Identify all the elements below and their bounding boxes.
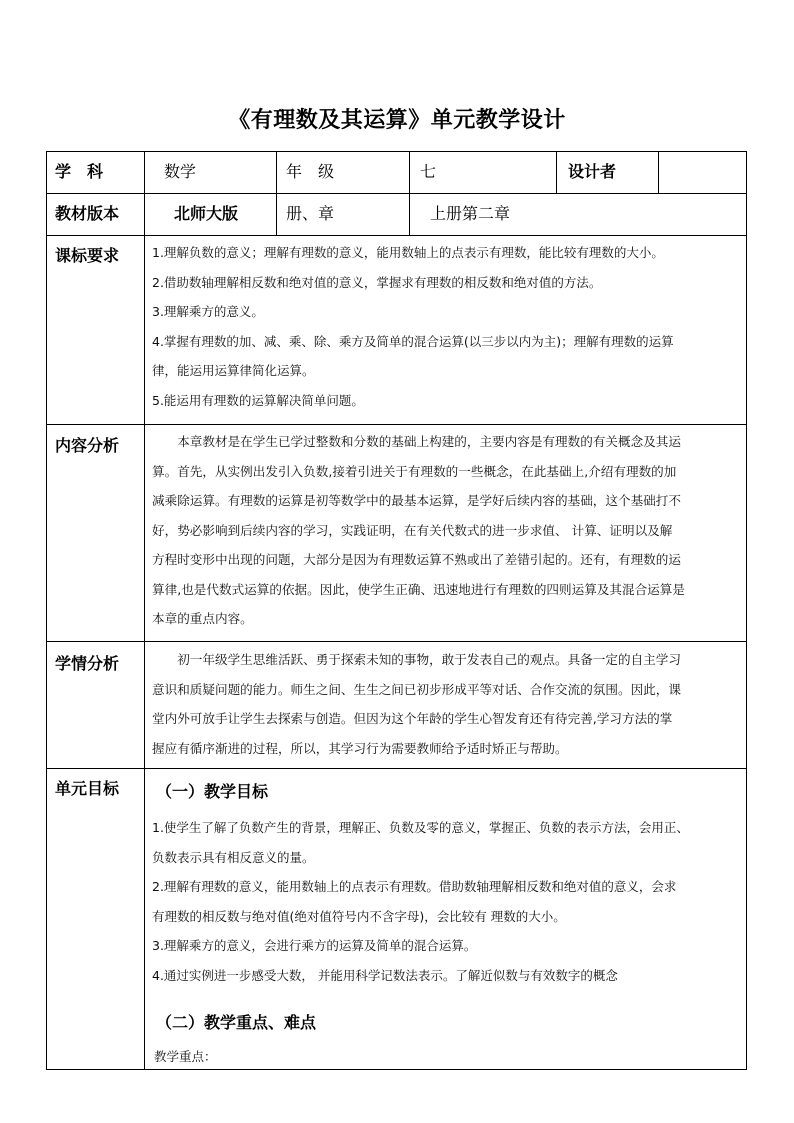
curriculum-item: 4.掌握有理数的加、减、乘、除、乘方及简单的混合运算(以三步以内为主)；理解有理数的运算 (152, 333, 674, 349)
paragraph-line: 本章教材是在学生已学过整数和分数的基础上构建的，主要内容是有理数的有关概念及其运 (152, 434, 681, 449)
table-border-bottom (46, 1069, 747, 1070)
paragraph-line: 减乘除运算。有理数的运算是初等数学中的最基本运算，是学好后续内容的基础，这个基础打不 (152, 493, 681, 508)
key-points-label: 教学重点： (154, 1049, 217, 1064)
curriculum-item: 2.借助数轴理解相反数和绝对值的意义，掌握求有理数的相反数和绝对值的方法。 (152, 274, 602, 290)
unit-goals-label: 单元目标 (55, 779, 120, 798)
subject-value: 数学 (164, 162, 197, 181)
column-divider (409, 151, 410, 235)
edition-value: 北师大版 (174, 204, 239, 223)
paragraph-line: 握应有循序渐进的过程，所以，其学习行为需要教师给予适时矫正与帮助。 (152, 740, 568, 756)
paragraph-line: 方程时变形中出现的问题，大部分是因为有理数运算不熟或出了差错引起的。还有，有理数的运 (152, 552, 681, 567)
subject-label: 学 科 (55, 162, 104, 181)
row-divider (46, 424, 747, 425)
designer-label: 设计者 (568, 162, 617, 181)
curriculum-requirements (152, 238, 742, 415)
learner-analysis-label: 学情分析 (55, 654, 120, 673)
label-column-divider (144, 151, 145, 1070)
column-divider (276, 151, 277, 235)
volume-label: 册、章 (286, 204, 335, 223)
teaching-goals-heading: （一）教学目标 (156, 782, 269, 801)
row-divider (46, 193, 747, 194)
edition-label: 教材版本 (55, 204, 120, 223)
teaching-goals-list (152, 813, 744, 990)
curriculum-item: 5.能运用有理数的运算解决简单问题。 (152, 392, 364, 408)
content-analysis-text (152, 427, 744, 634)
grade-value: 七 (420, 162, 437, 181)
goal-line: 4.通过实例进一步感受大数， 并能用科学记数法表示。了解近似数与有效数字的概念 (152, 967, 618, 983)
row-divider (46, 641, 747, 642)
volume-value: 上册第二章 (430, 204, 511, 223)
paragraph-line: 算。首先，从实例出发引入负数,接着引进关于有理数的一些概念，在此基础上,介绍有理数的加 (152, 463, 677, 479)
table-border-left (46, 151, 47, 1070)
column-divider (658, 151, 659, 193)
content-analysis-label: 内容分析 (55, 436, 120, 455)
row-divider (46, 768, 747, 769)
design-table (46, 151, 747, 1070)
goal-line: 1.使学生了解了负数产生的背景，理解正、负数及零的意义，掌握正、负数的表示方法，会用正、 (152, 820, 689, 835)
grade-label: 年 级 (286, 162, 335, 181)
table-border-top (46, 151, 747, 152)
paragraph-line: 堂内外可放手让学生去探索与创造。但因为这个年龄的学生心智发育还有待完善,学习方法的掌 (152, 711, 673, 726)
row-divider (46, 235, 747, 236)
goal-line: 2.理解有理数的意义，能用数轴上的点表示有理数。借助数轴理解相反数和绝对值的意义，会求 (152, 879, 677, 894)
paragraph-line: 算律,也是代数式运算的依据。因此，使学生正确、迅速地进行有理数的四则运算及其混合运算是 (152, 581, 685, 597)
key-difficult-points-heading: （二）教学重点、难点 (156, 1013, 317, 1032)
curriculum-item: 1.理解负数的意义；理解有理数的意义，能用数轴上的点表示有理数，能比较有理数的大小。 (152, 245, 664, 260)
curriculum-item: 律，能运用运算律简化运算。 (152, 363, 315, 378)
goal-line: 有理数的相反数与绝对值(绝对值符号内不含字母)，会比较有 理数的大小。 (152, 908, 566, 924)
paragraph-line: 初一年级学生思维活跃、勇于探索未知的事物，敢于发表自己的观点。具备一定的自主学习 (152, 652, 681, 667)
table-border-right (746, 151, 747, 1070)
paragraph-line: 意识和质疑问题的能力。师生之间、生生之间已初步形成平等对话、合作交流的氛围。因此，课 (152, 681, 681, 697)
paragraph-line: 好，势必影响到后续内容的学习，实践证明，在有关代数式的进一步求值、 计算、证明以及解 (152, 522, 673, 538)
document-title: 《有理数及其运算》单元教学设计 (228, 107, 566, 133)
curriculum-label: 课标要求 (55, 246, 120, 265)
paragraph-line: 本章的重点内容。 (152, 611, 253, 626)
learner-analysis-text (152, 645, 744, 763)
goal-line: 负数表示具有相反意义的量。 (152, 849, 315, 865)
goal-line: 3.理解乘方的意义，会进行乘方的运算及简单的混合运算。 (152, 938, 477, 953)
column-divider (556, 151, 557, 193)
curriculum-item: 3.理解乘方的意义。 (152, 304, 264, 319)
